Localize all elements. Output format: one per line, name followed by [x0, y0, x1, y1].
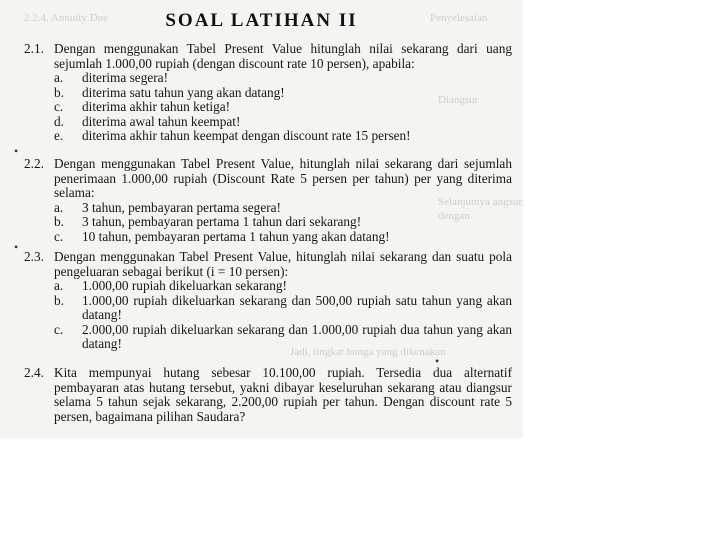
option-list [54, 201, 512, 245]
option-letter: b. [54, 292, 64, 308]
problem-2-1 [24, 42, 512, 144]
option-text: diterima awal tahun keempat! [82, 113, 241, 129]
option-letter: b. [54, 84, 64, 100]
problem-number: 2.3. [24, 249, 44, 264]
bleed-text-right-1: Diangsur [438, 94, 479, 106]
problem-text: Dengan menggunakan Tabel Present Value hitunglah nilai sekarang dari uang sejumlah 1.000,00 rupiah (dengan discount rate 10 persen), apabila: [54, 41, 512, 71]
bleed-text-right-2: Selanjutnya angsur [438, 196, 523, 208]
option-letter: a. [54, 70, 64, 85]
problem-text: Dengan menggunakan Tabel Present Value, hitunglah nilai sekarang dan suatu pola pengeluaran sebagai berikut (i = 10 persen): [54, 249, 512, 279]
option-item [54, 71, 512, 86]
option-letter: c. [54, 99, 64, 114]
option-item [54, 230, 512, 245]
option-text: 1.000,00 rupiah dikeluarkan sekarang dan 500,00 rupiah satu tahun yang akan datang! [82, 292, 512, 322]
option-item [54, 100, 512, 115]
option-text: 10 tahun, pembayaran pertama 1 tahun yang akan datang! [82, 228, 390, 244]
option-text: 3 tahun, pembayaran pertama segera! [82, 199, 281, 215]
problem-text: Kita mempunyai hutang sebesar 10.100,00 rupiah. Tersedia dua alternatif pembayaran atas hutang tersebut, yakni dibayar keseluruhan sekarang atau diangsur selama 5 tahun sejak sekarang, 2.200,00 rupiah per tahun. Dengan discount rate 5 persen, bagaimana pilihan Saudara? [54, 365, 512, 424]
option-item [54, 215, 512, 230]
option-letter: b. [54, 214, 64, 229]
option-letter: a. [54, 278, 64, 293]
problem-number: 2.1. [24, 41, 44, 56]
problem-2-2 [24, 157, 512, 244]
problem-text: Dengan menggunakan Tabel Present Value, hitunglah nilai sekarang dari sejumlah penerimaan 1.000,00 rupiah (Discount Rate 5 persen per tahun) per yang diterima selama: [54, 156, 512, 200]
option-letter: e. [54, 128, 64, 143]
bleed-text-right-3: dengan [438, 210, 470, 222]
option-item [54, 294, 512, 323]
option-letter: c. [54, 321, 64, 337]
option-list [54, 71, 512, 144]
bleed-text-top-left: 2.2.4. Annuity Due [24, 12, 109, 24]
bleed-text-right-4: Jadi, tingkat bunga yang dikenakan [290, 346, 446, 358]
option-text: diterima segera! [82, 70, 169, 85]
problem-2-3 [24, 250, 512, 352]
option-text: 3 tahun, pembayaran pertama 1 tahun dari sekarang! [82, 214, 362, 229]
page-title: SOAL LATIHAN II [165, 10, 358, 31]
option-item [54, 129, 512, 144]
problem-number: 2.2. [24, 156, 44, 171]
option-item [54, 323, 512, 352]
option-item [54, 115, 512, 130]
option-item [54, 201, 512, 216]
option-letter: a. [54, 199, 64, 215]
problem-number: 2.4. [24, 365, 44, 380]
option-letter: d. [54, 113, 64, 129]
option-item [54, 86, 512, 101]
stray-mark: • [435, 354, 440, 368]
stray-mark: • [14, 144, 19, 158]
option-item [54, 279, 512, 294]
problem-2-4 [24, 366, 512, 424]
option-letter: c. [54, 228, 64, 244]
option-text: 2.000,00 rupiah dikeluarkan sekarang dan 1.000,00 rupiah dua tahun yang akan datang! [82, 321, 512, 351]
bleed-text-top-right: Penyelesaian [430, 12, 488, 24]
option-text: diterima satu tahun yang akan datang! [82, 84, 285, 100]
option-list [54, 279, 512, 352]
stray-mark: • [14, 240, 19, 254]
option-text: diterima akhir tahun keempat dengan discount rate 15 persen! [82, 128, 411, 143]
option-text: diterima akhir tahun ketiga! [82, 99, 231, 114]
option-text: 1.000,00 rupiah dikeluarkan sekarang! [82, 278, 287, 293]
